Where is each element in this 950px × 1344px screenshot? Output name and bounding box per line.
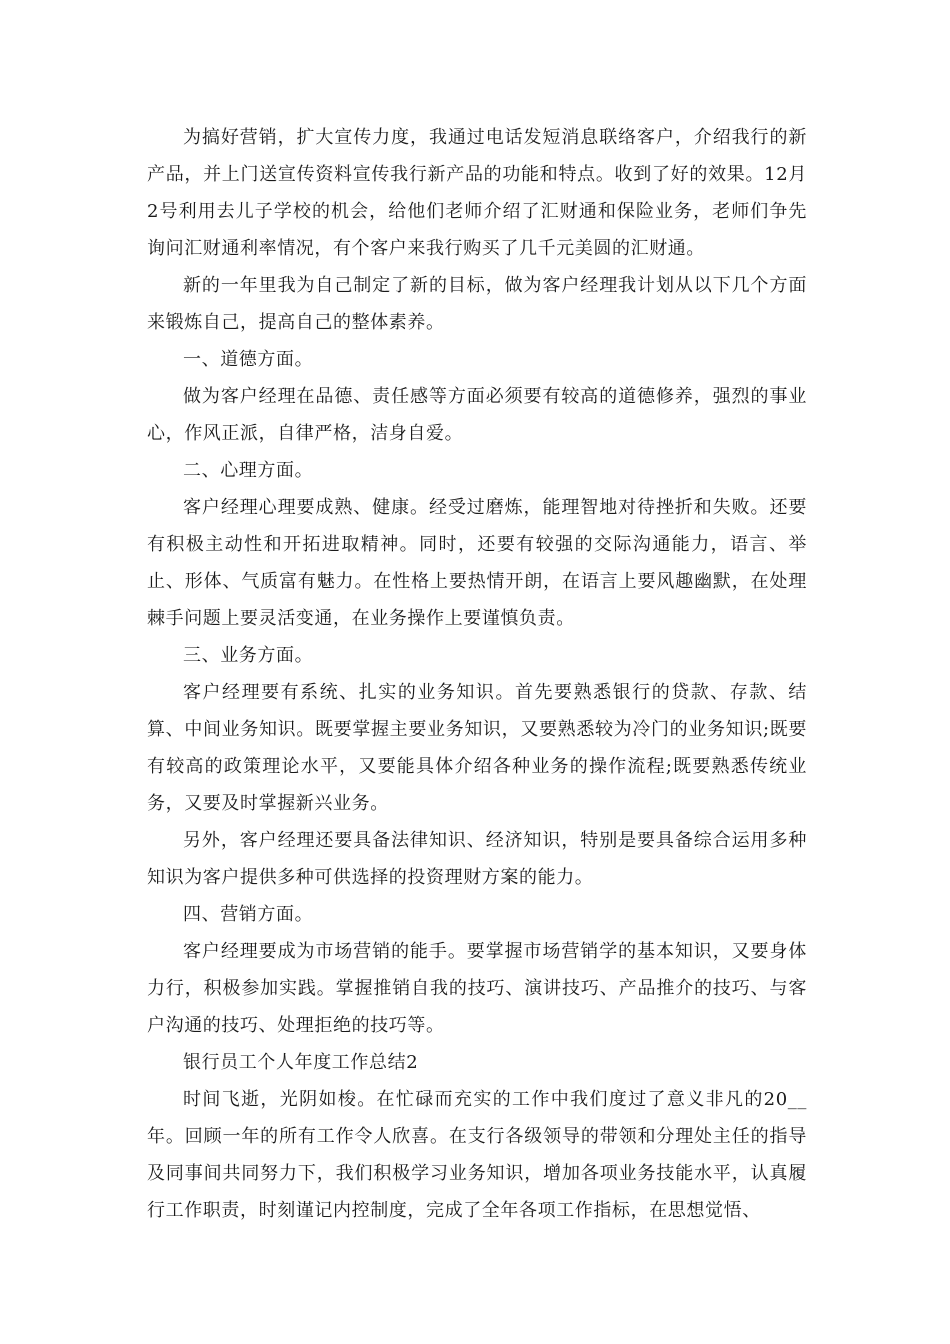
paragraph-legal-economic-knowledge: 另外，客户经理还要具备法律知识、经济知识，特别是要具备综合运用多种知识为客户提供多种可供选择的投资理财方案的能力。 [147, 830, 807, 888]
paragraph-marketing-promotion: 为搞好营销，扩大宣传力度，我通过电话发短消息联络客户，介绍我行的新产品，并上门送宣传资料宣传我行新产品的功能和特点。收到了好的效果。12月2号利用去儿子学校的机会，给他们老师介绍了汇财通和保险业务，老师们争先询问汇财通利率情况，有个客户来我行购买了几千元美圆的汇财通。 [147, 127, 807, 259]
heading-marketing: 四、营销方面。 [183, 904, 314, 925]
heading-psychology: 二、心理方面。 [183, 460, 314, 481]
paragraph-marketing: 客户经理要成为市场营销的能手。要掌握市场营销学的基本知识，又要身体力行，积极参加实践。掌握推销自我的技巧、演讲技巧、产品推介的技巧、与客户沟通的技巧、处理拒绝的技巧等。 [147, 941, 807, 1036]
paragraph-new-year-goals: 新的一年里我为自己制定了新的目标，做为客户经理我计划从以下几个方面来锻炼自己，提高自己的整体素养。 [147, 275, 807, 333]
paragraph-year-review: 时间飞逝，光阴如梭。在忙碌而充实的工作中我们度过了意义非凡的20__年。回顾一年的所有工作令人欣喜。在支行各级领导的带领和分理处主任的指导及同事间共同努力下，我们积极学习业务知识，增加各项业务技能水平，认真履行工作职责，时刻谨记内控制度，完成了全年各项工作指标，在思想觉悟、 [147, 1089, 807, 1221]
document-body [147, 119, 807, 1229]
paragraph-business-knowledge: 客户经理要有系统、扎实的业务知识。首先要熟悉银行的贷款、存款、结算、中间业务知识。既要掌握主要业务知识，又要熟悉较为冷门的业务知识;既要有较高的政策理论水平，又要能具体介绍各种业务的操作流程;既要熟悉传统业务，又要及时掌握新兴业务。 [147, 682, 807, 814]
heading-morality: 一、道德方面。 [183, 349, 314, 370]
paragraph-morality: 做为客户经理在品德、责任感等方面必须要有较高的道德修养，强烈的事业心，作风正派，自律严格，洁身自爱。 [147, 386, 807, 444]
paragraph-psychology: 客户经理心理要成熟、健康。经受过磨炼，能理智地对待挫折和失败。还要有积极主动性和开拓进取精神。同时，还要有较强的交际沟通能力，语言、举止、形体、气质富有魅力。在性格上要热情开朗，在语言上要风趣幽默，在处理棘手问题上要灵活变通，在业务操作上要谨慎负责。 [147, 497, 807, 629]
heading-business: 三、业务方面。 [183, 645, 314, 666]
section-title-summary-2: 银行员工个人年度工作总结2 [183, 1052, 419, 1073]
